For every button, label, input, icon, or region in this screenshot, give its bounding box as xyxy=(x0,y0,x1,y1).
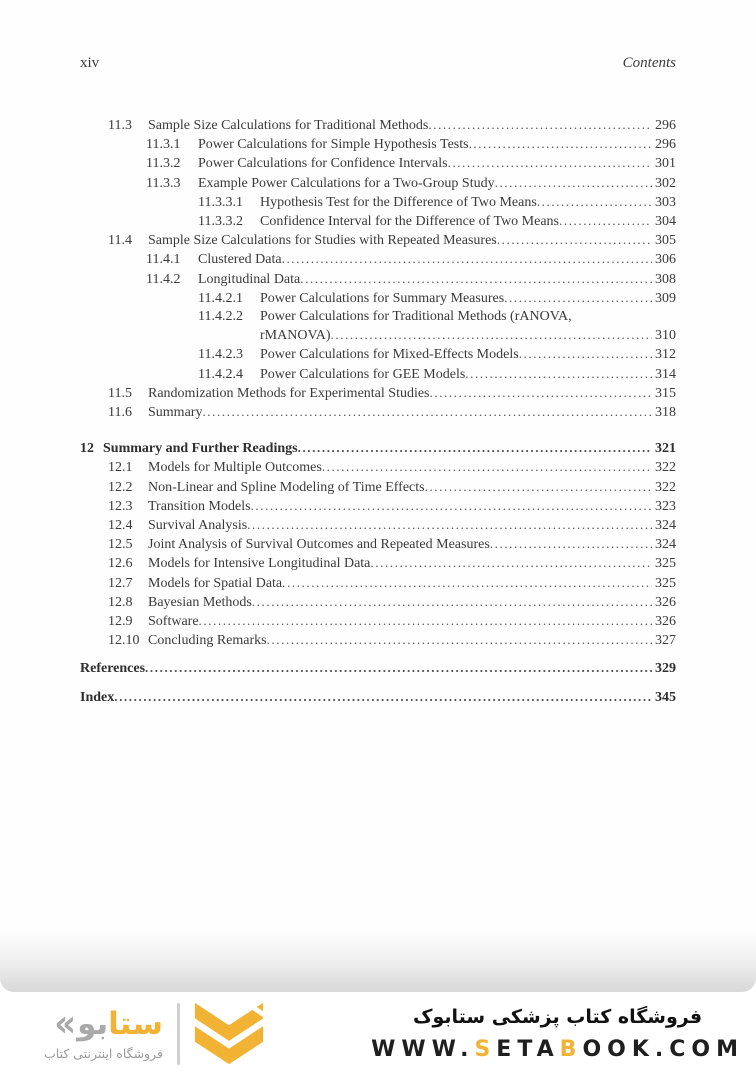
toc-entry xyxy=(80,231,676,250)
website-url xyxy=(371,1037,744,1062)
entry-title: Power Calculations for GEE Models xyxy=(260,366,466,382)
entry-title: Example Power Calculations for a Two-Group Study xyxy=(198,175,495,191)
dot-leader xyxy=(559,212,652,231)
url-segment: OOK.COM xyxy=(582,1037,744,1062)
entry-number: 11.4 xyxy=(108,233,132,249)
entry-page: 321 xyxy=(655,441,676,457)
url-segment: B xyxy=(559,1037,583,1062)
entry-title: Power Calculations for Summary Measures xyxy=(260,290,505,306)
footer-right xyxy=(371,1006,746,1062)
toc-entry xyxy=(80,212,676,231)
entry-title: Software xyxy=(148,614,199,630)
toc-entry xyxy=(80,439,676,458)
entry-title: Randomization Methods for Experimental Studies xyxy=(148,385,430,401)
wordmark-gray-part: بو xyxy=(77,1005,109,1042)
entry-page: 323 xyxy=(655,498,676,514)
entry-title: Summary xyxy=(148,405,203,421)
dot-leader xyxy=(322,458,652,477)
entry-number: 11.6 xyxy=(108,405,132,421)
entry-number: 11.3.2 xyxy=(146,156,181,172)
toc-entry xyxy=(80,659,676,678)
toc-entry xyxy=(80,535,676,554)
dot-leader xyxy=(252,593,652,612)
entry-title: Bayesian Methods xyxy=(148,594,252,610)
toc-entry xyxy=(80,688,676,707)
entry-title: Power Calculations for Mixed-Effects Models xyxy=(260,347,519,363)
dot-leader xyxy=(448,154,652,173)
logo-divider xyxy=(177,1003,180,1065)
dot-leader xyxy=(251,497,652,516)
toc-entry xyxy=(80,154,676,173)
entry-title: Concluding Remarks xyxy=(148,633,267,649)
dot-leader xyxy=(247,516,652,535)
dot-leader xyxy=(519,345,652,364)
entry-title: Longitudinal Data xyxy=(198,271,301,287)
table-of-contents xyxy=(80,116,676,707)
entry-title: Survival Analysis xyxy=(148,518,248,534)
url-segment: ETA xyxy=(496,1037,560,1062)
url-segment: WWW. xyxy=(371,1037,475,1062)
entry-title: rMANOVA) xyxy=(260,328,331,344)
entry-number: 12.4 xyxy=(108,518,133,534)
entry-page: 312 xyxy=(655,347,676,363)
entry-page: 306 xyxy=(655,252,676,268)
entry-page: 303 xyxy=(655,194,676,210)
dot-leader xyxy=(370,554,652,573)
dot-leader xyxy=(267,631,652,650)
running-head: Contents xyxy=(622,55,676,71)
toc-entry xyxy=(80,497,676,516)
entry-number: 12.5 xyxy=(108,537,133,553)
toc-entry xyxy=(80,174,676,193)
footer-banner xyxy=(0,992,756,1080)
store-name: فروشگاه کتاب پزشکی ستابوک xyxy=(413,1006,703,1028)
dot-leader xyxy=(300,270,652,289)
entry-number: 12.7 xyxy=(108,575,133,591)
toc-entry xyxy=(80,250,676,269)
dot-leader xyxy=(282,574,652,593)
entry-number: 11.4.2 xyxy=(146,271,181,287)
entry-page: 296 xyxy=(655,137,676,153)
entry-title: Hypothesis Test for the Difference of Two Means xyxy=(260,194,537,210)
entry-title: Transition Models xyxy=(148,498,251,514)
entry-title: Index xyxy=(80,689,115,705)
dot-leader xyxy=(145,659,652,678)
entry-number: 11.4.2.1 xyxy=(198,290,243,306)
brand-wordmark-block xyxy=(44,1002,163,1061)
dot-leader xyxy=(465,365,652,384)
page-number-roman: xiv xyxy=(80,55,100,71)
toc-entry xyxy=(80,135,676,154)
dot-leader xyxy=(425,478,652,497)
toc-entry xyxy=(80,631,676,650)
entry-title: Sample Size Calculations for Traditional Methods xyxy=(148,118,429,133)
entry-page: 326 xyxy=(655,614,676,630)
entry-number: 11.3.3 xyxy=(146,175,181,191)
wordmark-gold-part: ستا xyxy=(108,1005,163,1042)
entry-page: 296 xyxy=(655,118,676,133)
entry-number: 12.6 xyxy=(108,556,133,572)
brand-subtitle: فروشگاه اینترنتی کتاب xyxy=(44,1046,163,1061)
entry-page: 304 xyxy=(655,214,676,230)
dot-leader xyxy=(504,289,652,308)
entry-number: 12.10 xyxy=(108,633,140,649)
entry-title: Sample Size Calculations for Studies with Repeated Measures xyxy=(148,233,497,249)
entry-number: 11.3.3.2 xyxy=(198,214,243,230)
page-bottom-shadow xyxy=(0,930,756,992)
entry-title: Power Calculations for Simple Hypothesis Tests xyxy=(198,137,469,153)
entry-title: Power Calculations for Confidence Intervals xyxy=(198,156,448,172)
entry-title: Models for Intensive Longitudinal Data xyxy=(148,556,371,572)
toc-entry xyxy=(80,289,676,308)
dot-leader xyxy=(469,135,652,154)
dot-leader xyxy=(282,250,652,269)
entry-number: 12.3 xyxy=(108,498,133,514)
dot-leader xyxy=(497,231,652,250)
entry-number: 12.1 xyxy=(108,460,133,476)
dot-leader xyxy=(331,326,652,345)
toc-entry xyxy=(80,270,676,289)
entry-page: 309 xyxy=(655,290,676,306)
entry-title: Models for Multiple Outcomes xyxy=(148,460,322,476)
entry-page: 308 xyxy=(655,271,676,287)
url-segment: S xyxy=(474,1037,497,1062)
entry-number: 11.4.2.3 xyxy=(198,347,243,363)
entry-title: Power Calculations for Traditional Methods (rANOVA, xyxy=(260,309,572,325)
toc-entry xyxy=(80,345,676,364)
entry-page: 329 xyxy=(655,661,676,677)
entry-title: Confidence Interval for the Difference of Two Means xyxy=(260,214,559,230)
entry-page: 326 xyxy=(655,594,676,610)
brand-logo xyxy=(44,999,266,1069)
entry-page: 325 xyxy=(655,556,676,572)
entry-page: 327 xyxy=(655,633,676,649)
dot-leader xyxy=(490,535,652,554)
entry-page: 315 xyxy=(655,385,676,401)
toc-entry xyxy=(80,478,676,497)
entry-number: 11.3 xyxy=(108,118,132,133)
toc-entry xyxy=(80,308,676,326)
page-header xyxy=(80,55,676,72)
entry-number: 11.4.1 xyxy=(146,252,181,268)
double-chevron-down-icon xyxy=(192,999,266,1069)
entry-page: 301 xyxy=(655,156,676,172)
entry-title: Clustered Data xyxy=(198,252,282,268)
entry-page: 322 xyxy=(655,479,676,495)
entry-title: Models for Spatial Data xyxy=(148,575,283,591)
entry-number: 11.5 xyxy=(108,385,132,401)
toc-entry-continuation xyxy=(80,326,676,345)
entry-number: 12 xyxy=(80,441,94,457)
entry-number: 11.4.2.4 xyxy=(198,366,243,382)
toc-entry xyxy=(80,574,676,593)
entry-page: 325 xyxy=(655,575,676,591)
guillemet-mark-icon: « xyxy=(54,1002,77,1046)
entry-page: 314 xyxy=(655,366,676,382)
entry-page: 310 xyxy=(655,328,676,344)
brand-wordmark xyxy=(44,1002,163,1046)
dot-leader xyxy=(537,193,652,212)
entry-number: 12.2 xyxy=(108,479,133,495)
dot-leader xyxy=(298,439,652,458)
toc-entry xyxy=(80,365,676,384)
entry-title: Non-Linear and Spline Modeling of Time Effects xyxy=(148,479,425,495)
toc-entry xyxy=(80,116,676,135)
entry-page: 322 xyxy=(655,460,676,476)
entry-page: 324 xyxy=(655,537,676,553)
toc-entry xyxy=(80,554,676,573)
entry-number: 11.3.1 xyxy=(146,137,181,153)
entry-number: 12.9 xyxy=(108,614,133,630)
dot-leader xyxy=(430,384,652,403)
toc-entry xyxy=(80,516,676,535)
entry-title: References xyxy=(80,661,146,677)
dot-leader xyxy=(202,403,652,422)
toc-entry xyxy=(80,593,676,612)
toc-entry xyxy=(80,193,676,212)
entry-page: 318 xyxy=(655,405,676,421)
entry-number: 11.4.2.2 xyxy=(198,309,243,325)
entry-number: 12.8 xyxy=(108,594,133,610)
toc-entry xyxy=(80,612,676,631)
entry-title: Summary and Further Readings xyxy=(103,441,298,457)
entry-page: 305 xyxy=(655,233,676,249)
entry-page: 302 xyxy=(655,175,676,191)
toc-entry xyxy=(80,403,676,422)
dot-leader xyxy=(428,116,652,135)
toc-entry xyxy=(80,384,676,403)
dot-leader xyxy=(495,174,652,193)
entry-page: 345 xyxy=(655,689,676,705)
entry-number: 11.3.3.1 xyxy=(198,194,243,210)
toc-entry xyxy=(80,458,676,477)
dot-leader xyxy=(114,688,652,707)
dot-leader xyxy=(199,612,652,631)
entry-title: Joint Analysis of Survival Outcomes and Repeated Measures xyxy=(148,537,490,553)
entry-page: 324 xyxy=(655,518,676,534)
